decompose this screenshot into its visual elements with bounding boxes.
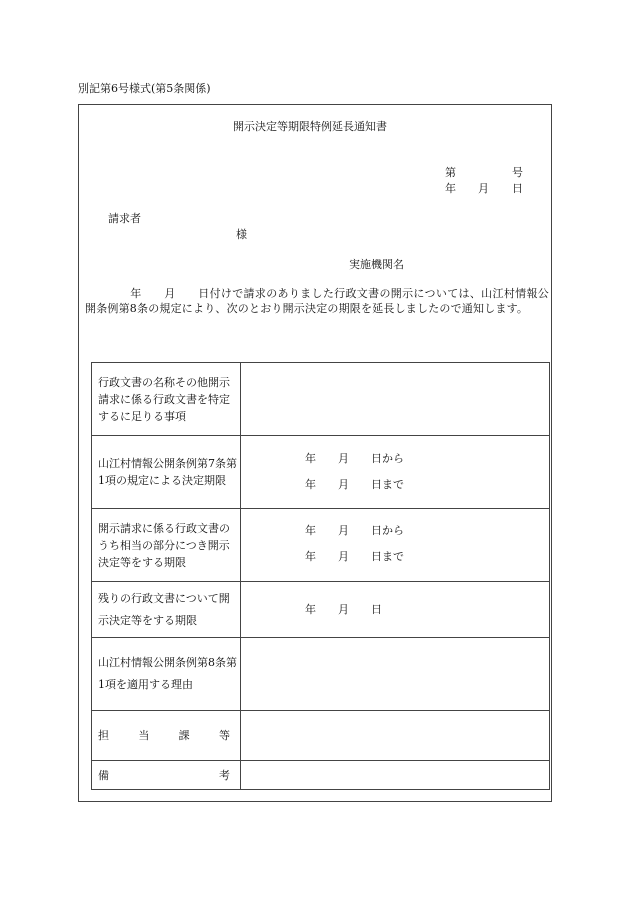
table-row <box>92 761 550 790</box>
row5-value <box>241 638 550 711</box>
row2-from: 年 月 日から <box>305 452 404 465</box>
row3-label: 開示請求に係る行政文書のうち相当の部分につき開示決定等をする期限 <box>92 509 241 582</box>
document-title: 開示決定等期限特例延長通知書 <box>233 120 387 133</box>
row6-char: 等 <box>218 729 230 742</box>
row2-value <box>241 436 550 509</box>
doc-number-dai: 第 <box>445 166 456 179</box>
date-day: 日 <box>512 182 523 195</box>
form-number: 別記第6号様式(第5条関係) <box>78 82 211 95</box>
row1-value <box>241 363 550 436</box>
row6-label <box>92 711 241 761</box>
row6-char: 当 <box>138 729 150 742</box>
row3-value <box>241 509 550 582</box>
requester-label: 請求者 <box>108 212 141 225</box>
row7-value <box>241 761 550 790</box>
row6-char: 課 <box>178 729 190 742</box>
doc-number-gou: 号 <box>512 166 523 179</box>
table-row <box>92 711 550 761</box>
row5-label: 山江村情報公開条例第8条第1項を適用する理由 <box>92 638 241 711</box>
row7-char: 考 <box>219 768 230 782</box>
row6-value <box>241 711 550 761</box>
agency-label: 実施機関名 <box>349 258 404 271</box>
table-row <box>92 509 550 582</box>
table-row <box>92 436 550 509</box>
honorific: 様 <box>236 228 247 241</box>
date-month: 月 <box>478 182 489 195</box>
date-year: 年 <box>445 182 456 195</box>
row6-char: 担 <box>98 729 109 742</box>
table-row <box>92 582 550 638</box>
row4-date: 年 月 日 <box>305 603 382 616</box>
row7-char: 備 <box>98 768 109 782</box>
body-text: 年 月 日付けで請求のありました行政文書の開示については、山江村情報公開条例第8条の規定により、次のとおり開示決定の期限を延長しましたので通知します。 <box>85 287 549 315</box>
row2-label: 山江村情報公開条例第7条第1項の規定による決定期限 <box>92 436 241 509</box>
row2-to: 年 月 日まで <box>305 478 404 491</box>
row3-to: 年 月 日まで <box>305 550 404 563</box>
row4-value <box>241 582 550 638</box>
row4-label: 残りの行政文書について開示決定等をする期限 <box>92 582 241 638</box>
row3-from: 年 月 日から <box>305 524 404 537</box>
table-row <box>92 363 550 436</box>
extension-table <box>91 362 550 790</box>
table-row <box>92 638 550 711</box>
row7-label <box>92 761 241 790</box>
row1-label: 行政文書の名称その他開示請求に係る行政文書を特定するに足りる事項 <box>92 363 241 436</box>
